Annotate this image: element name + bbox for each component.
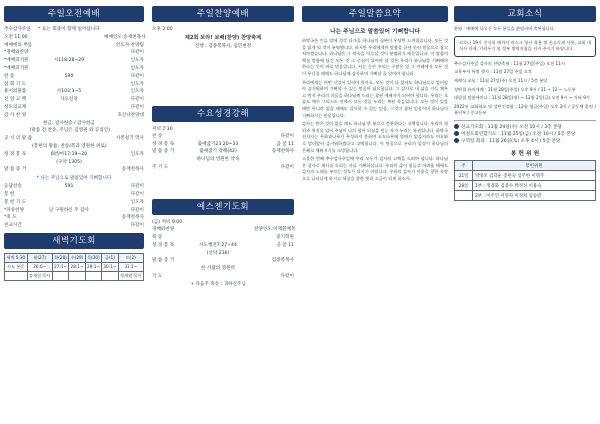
news-item: 교육부서 특별 행사 : 11월 27일 주일 오후 [454,69,533,75]
order-detail [34,191,104,199]
order-leader: 다같이 [280,133,294,139]
order-row [152,141,294,149]
offering-table-header: 봉헌위원 [473,161,596,171]
covid-notice-box [454,36,596,57]
section-header-morning-worship: 주일오전예배 [4,6,144,22]
order-detail [182,133,254,141]
order-item: 신 앙 고 백 [4,97,27,103]
column-morning-worship [4,6,144,420]
order-item: *경배와찬양 [4,50,29,56]
order-leader [104,26,144,34]
prayer-meeting-text: 선교기도회 : 11월 24일(수) 오전 10시 / 3층 본당 [461,124,562,130]
friday-time: (금) 저녁 9:00 [152,219,183,225]
order-row [4,88,144,96]
column-praise-worship [152,6,294,420]
order-detail [34,222,104,230]
order-detail: (신약 236) [206,250,230,256]
bullet-icon [454,138,459,143]
dawn-time-label: 새벽 5:30 [5,253,28,262]
order-detail: 사도신경 [60,97,78,103]
order-item [4,159,34,167]
order-row [4,183,144,191]
order-leader [107,143,144,151]
order-row [4,135,144,143]
order-row [4,49,144,57]
offering-date: 21일 [455,171,473,181]
order-leader: 호산나찬양대 [117,112,144,118]
order-leader [254,250,294,258]
order-detail [34,42,104,50]
sermon-summary-title: 나는 주님으로 말씀있어 기뻐합니다 [329,29,421,35]
dawn-leader [102,271,118,280]
order-leader: 인도자 [130,58,144,64]
order-detail: 591 [64,184,74,190]
order-row [4,199,144,207]
offering-table-row [455,181,596,191]
dawn-day-header: 토(2) [118,253,143,262]
dawn-leader: 정재원 목사 [118,271,143,280]
order-detail [34,49,104,57]
dawn-day-header: 월(27) [27,253,52,262]
order-leader: 다같이 [130,73,144,79]
morning-worship-order-after [4,183,144,230]
order-row [152,281,294,289]
offering-date: 28일 [455,181,473,191]
order-item: 참 회 기 도 [4,81,27,87]
order-leader [254,265,294,273]
praise-title: 제2회 보라! 보배(찬양) 찬양축제 [184,35,262,42]
news-item: 성탄절 유아세례 : 11월 28일(주일) 오후 9시 / 11 ~ 12 ~ 노동부 [454,86,576,92]
order-leader [104,120,144,128]
order-detail [34,112,104,120]
order-leader: 인도자 [130,199,144,205]
order-detail: + 다음주 축송 : 귀하신주님 [190,281,246,287]
order-row [152,148,294,156]
sermon-paragraph-3: 감사는 받은 것이 없을 때도 하나님 한 분으로 충분하다는 고백입니다. 우리의 형편과 처지를 넘어 주님이 나의 힘이 되심을 믿는 자가 누리는 특권입니다. 하박국 선지자는 무화과나무가 무성하지 못하며 포도나무에 열매가 없을지라도 여호와로 말미암아 즐거워하겠다고 고백합니다. 이 믿음으로 우리의 일상이 하나님의 은혜로 채워지기를 소망합니다. [302,121,448,153]
news-item: 2022년 교회학교 및 성탄인정영 : 12월 영급(주일) 오후 2시 / 공동체 훈련 / 유년부 / 중고등부 [454,103,596,116]
offering-committee-title: 봉 헌 위 원 [510,151,540,158]
order-leader: 중기학원 [276,234,294,240]
order-row [4,143,144,151]
morning-worship-order [4,26,144,174]
order-item: 오전 11:00 [4,34,28,40]
order-item: 성 경 봉 독 [4,151,27,157]
order-item: 친교시간 [4,223,22,229]
order-detail: * 표는 회중이 함께 일어납니다 [38,27,100,32]
order-row [4,207,144,215]
order-leader: 다같이 [130,97,144,103]
order-row [152,257,294,265]
order-item: 찬 송 [152,133,163,139]
sermon-paragraph-1: 하박국은 인류 말에 경각 다가올 하나님의 심판이 우당만 느껴졌습니다. 모든 것을 잃게 될 것이 분명했니다. 하지만 우리에게이 말씀을 끝낸 듯이 믿음으로 참고 쳐야겠습니다. 하나님은 그 약속을 이루실 것이 분명하기 때문입니다. 이 말씀의 핵심 말씀에 담긴 모든 것 그 중심이 되어야 할 것은 우리가 하나님을 기뻐해야 한다는 뜻이 바로 믿음입니다. 사는 동안 우리는 수많은 일 그 아래에서 모든 것이 무너질 때에도 하나님께 감사하며 기뻐할 줄 알아야 합니다. [302,38,448,76]
wednesday-time: 저녁 7:30 [152,126,173,132]
offering-members: 1부 : 정경화 김종수 박경선 이용숙 [473,181,596,191]
order-detail [182,164,254,172]
order-leader: 다같이 [280,273,294,279]
order-item [4,127,30,135]
order-row [152,234,294,242]
prayer-meeting-text: 여전도회연합기도 : 11월 25일(금) 오전 10시 / 5층 본당 [461,131,576,137]
order-item: 말 씀 증 거 [152,149,175,155]
order-item [152,250,182,258]
order-leader [104,159,144,167]
order-leader: 송재천목사 [121,215,144,221]
order-detail: 헌금: 감사한송 / 감사헌금 [43,120,95,126]
order-item: *예배의기원 [4,58,29,64]
order-detail [182,226,254,234]
sermon-paragraph-4: 스물한 번째 추수감사주일에 우리 모두가 감사의 고백을 드려야 합니다. 하나님은 감사로 제사를 드리는 자를 기뻐하십니다. 우리의 삶이 힘들고 어려울 때에도 감사의 노래를 부르는 성도가 되시기 바랍니다. 우리의 감사가 이웃을 향한 사랑으로 나타나게 하시고 세상을 향한 빛과 소금이 되게 하소서. [302,156,448,181]
praise-host: 진행 : 김종복목사, 김민현정 [194,44,252,50]
order-detail [34,81,104,89]
order-item: 기 도 [152,273,163,279]
bullet-icon [454,131,459,136]
order-row [4,127,144,135]
dawn-leader [85,271,101,280]
order-leader: 다같이 [130,223,144,229]
dawn-passage: 27:1~ [54,264,68,270]
order-row [152,226,294,234]
order-detail: (구약 1305) [56,159,82,165]
order-item: 성 경 봉 독 [152,141,175,147]
order-detail: 한 사람의 영원력 [201,266,235,272]
order-row [152,156,294,164]
news-item: 세례식 교육 : 11월 27일(주) 오전 11시 / 5층 본당 [454,77,548,83]
order-row [152,250,294,258]
praise-time: 오후 2:00 [152,27,173,32]
order-leader [254,281,294,289]
order-leader: 김종복목사 [271,258,294,264]
order-item: *축 도 [4,215,17,221]
order-row [4,214,144,222]
prayer-meeting-list [454,124,596,146]
order-item: 용서의말씀 [4,89,27,95]
order-row [4,42,144,50]
dawn-day-header: 금(1) [102,253,118,262]
bullet-icon [454,124,459,129]
order-detail: 하나님의 영원한 약속 [196,157,240,163]
dawn-passage: 29:1~ [86,264,100,270]
order-detail [34,166,104,174]
order-row [152,265,294,273]
order-detail: 시118:28~29 [53,58,85,64]
offering-table-row [455,191,596,201]
news-item: 대림절 말씀세미나 : 11월 28일(월) ~ 12월 2일(금) 오전 9시 ~ 저녁 9시 [454,95,590,101]
prayer-meeting-item [454,138,596,145]
dawn-day-header: 목(30) [85,253,101,262]
order-row [4,26,144,34]
order-item: 주 기 도 [152,165,169,171]
order-leader: 공 굴 11 [276,242,294,248]
church-news-list [454,61,596,117]
offering-committee-table [454,160,596,201]
order-item [152,265,182,273]
dawn-passage: 26:6~ [27,262,52,271]
order-item: *파송찬양 [4,207,25,213]
order-row [4,222,144,230]
order-leader: 다같이 [130,50,144,56]
dawn-leader [52,271,68,280]
order-row [152,273,294,281]
sermon-subtitle: * 나는 주님으로 말씀있어 기뻐합니다 [36,176,112,182]
order-row [4,81,144,89]
order-leader: 인도자 [130,89,144,95]
section-header-friday: 예스젠기도회 [152,199,294,215]
order-leader: 곰 굴 11 [276,141,294,147]
order-item: 예배에의 부름 [4,42,33,48]
order-leader: 인도자·찬양팀 [115,42,144,48]
order-row [152,164,294,172]
section-header-praise-worship: 주일찬양예배 [152,6,294,22]
dawn-passage: 28:1~ [70,264,84,270]
order-item: 공 시 의 말 씀 [4,136,33,142]
dawn-text-label: 사도 본문 [5,262,28,271]
column-church-news [454,6,596,420]
order-leader: 사본설기 먹사 [115,136,144,142]
order-row [4,151,144,159]
dawn-leader: 송재천 목사 [27,271,52,280]
order-item: 말 씀 증 거 [4,167,27,173]
order-detail: 590 [64,73,74,79]
order-row [4,57,144,65]
order-row [4,159,144,167]
order-detail [34,34,104,42]
order-item: 찬 송 [4,73,15,79]
order-row [4,112,144,120]
section-header-dawn-prayer: 새벽기도회 [4,233,144,249]
section-header-sermon-summary: 주일말씀요약 [302,6,448,22]
offering-members: 2부 : 이주연 이영자 이정희 임승빈 [473,191,596,201]
wednesday-order [152,133,294,172]
order-leader [254,156,294,164]
order-leader: 다같이 [130,207,144,213]
order-detail: 사103:3~5 [56,89,82,95]
order-row [152,133,294,141]
order-detail: 출애굽기23:20~33 [197,141,239,147]
order-row [4,73,144,81]
order-leader: 찬양인도:이재환제복 [254,227,296,233]
order-item: 묵 송 [152,234,163,240]
order-item: 추수감사주일 [4,27,31,32]
order-detail [182,234,254,242]
dawn-leader [69,271,85,280]
order-row [4,166,144,174]
prayer-meeting-text: 구역장 회의 : 11월 26일(토) 오후 4시 / 5층 본당 [461,139,561,145]
order-item: 경배와찬양 [152,227,175,233]
order-row [4,191,144,199]
order-leader: 예배인도:송재천목사 [104,34,146,40]
order-leader: 다같이 [130,104,144,110]
dawn-leader-label [5,271,28,280]
prayer-meeting-item [454,124,596,131]
order-item: 감 사 찬 양 [4,112,27,118]
order-leader [110,127,144,135]
order-detail [182,273,254,281]
order-detail [34,214,104,222]
offering-members: 박영모 김학순 송현숙 심주한 이명주 [473,171,596,181]
order-leader: 다같이 [130,191,144,197]
order-leader: 송재천목사 [121,167,144,173]
order-detail: (봉헌의 말씀: 찬송/복과 영원한 위로) [32,143,107,149]
order-leader: 인도자 [130,151,144,157]
order-item: 성도의교제 [4,104,27,110]
order-detail [34,135,104,143]
prayer-meeting-item [454,131,596,138]
dawn-day-header: 화(28) [52,253,68,262]
dawn-passage: 30:1~ [103,264,117,270]
order-detail [182,257,254,265]
order-item: 봉 헌 [4,191,15,197]
order-item [152,156,182,164]
order-detail [34,199,104,207]
order-item: 봉 헌 기 도 [4,199,27,205]
order-row [4,120,144,128]
order-detail [34,104,104,112]
order-item [152,281,182,289]
section-header-church-news: 교회소식 [454,6,596,22]
order-item: 말 씀 증 거 [152,258,175,264]
order-leader: 인도자 [130,65,144,71]
order-detail: 출애굽기 강해(42) [199,149,237,155]
divider [454,120,596,121]
friday-order [152,226,294,288]
order-leader: 다같이 [280,165,294,171]
dawn-prayer-table [4,253,144,281]
order-detail: 날 구원하신 주 감사 [49,207,89,213]
order-row [4,96,144,104]
welcome-text: 환영 : 예배에 나오신 모든 분들을 환영하며 축복합니다. [454,26,556,31]
section-header-wednesday: 수요성경강해 [152,106,294,122]
order-row [4,34,144,42]
covid-notice-text: 코로나 19가 중식될 때까지 마스크 항시 착용 및 손소독제 사용, 교회 내 식사 자제, 거리두기 외 정부 방역지침을 지켜 주시기 바랍니다. [459,39,591,52]
dawn-passage: 31:1~ [118,262,143,271]
news-item: 추수감사주일 감사의 찬양축제 : 11월 27일(주일) 오전 11시 [454,60,565,66]
order-item: 응답찬송 [4,184,22,190]
order-leader: 다같이 [130,184,144,190]
order-detail: (말씀 전 찬송, 주님은 김영권 외 공의인) [29,128,110,134]
order-item: 성 경 봉 독 [152,242,175,248]
order-detail [34,65,104,73]
order-item: *예배의기원 [4,65,29,71]
order-item [4,143,32,151]
order-row [152,242,294,250]
order-row [4,104,144,112]
order-detail: 6번/마17:19~20 [50,151,88,157]
dawn-day-header: 수(29) [69,253,85,262]
column-sermon-summary [302,6,448,420]
order-item [4,120,34,128]
order-detail: 사도행전7:27~44 [199,242,237,248]
offering-table-row [455,171,596,181]
offering-date [455,191,473,201]
order-leader: 인도자 [130,81,144,87]
offering-table-header: 주 [455,161,473,171]
order-row [4,65,144,73]
order-leader: 송재천목사 [271,149,294,155]
sermon-paragraph-2: 우리에게는 어떤 신앙이 있어야 할까요. 모든 것이 다 잃어도 하나님으로 말미암아 즐거워하며 기뻐할 수 있는 믿음이 필요합니다. 그 감사로 내 삶을 가득 채우고 먼저 우리의 마음을 하나님께 드리는 참된 예배자가 되어야 합니다. 우리는 오늘도 예수 그리스도 안에서 모든 것을 누리는 복된 자들입니다. 모든 것이 있을 때만 아니라 없을 때에도 감사할 수 있는 믿음, 그것이 참된 믿음이며 하나님이 기뻐하시는 믿음입니다. [302,79,448,118]
